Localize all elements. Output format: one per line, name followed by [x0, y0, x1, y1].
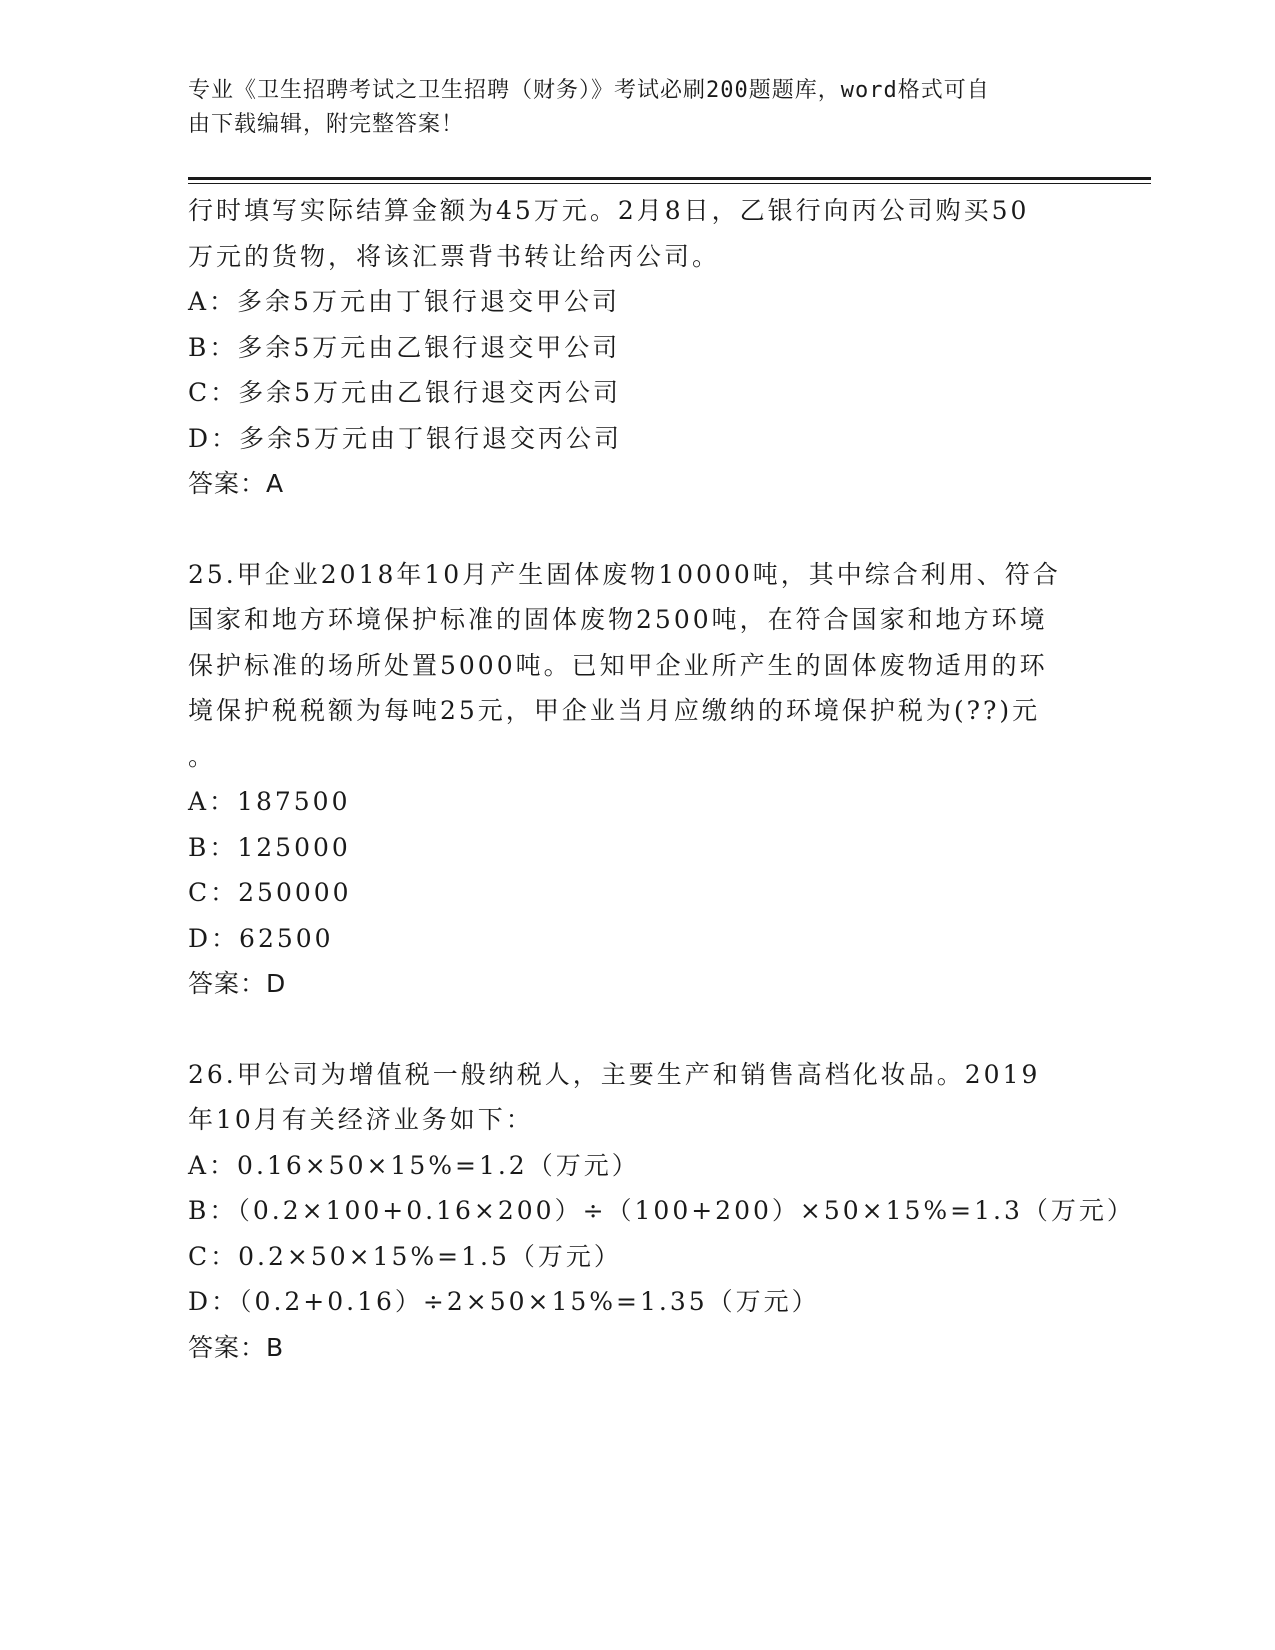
question-26-option-c: C：0.2×50×15%=1.5（万元） [188, 1241, 622, 1271]
question-25-option-b: B：125000 [188, 832, 351, 862]
question-25-option-c: C：250000 [188, 878, 352, 907]
spacer [188, 1007, 1068, 1052]
spacer [188, 507, 1068, 552]
question-content [188, 188, 1135, 1370]
question-26-option-a: A：0.16×50×15%=1.2（万元） [188, 1150, 640, 1180]
question-26-option-b: B：（0.2×100+0.16×200）÷（100+200）×50×15%=1.3（万元） [188, 1196, 1135, 1225]
question-25-option-a: A：187500 [188, 787, 351, 816]
question-25-option-d: D：62500 [188, 923, 334, 953]
question-26-answer: 答案：B [188, 1332, 285, 1362]
question-25-stem-line-1: 25.甲企业2018年10月产生固体废物10000吨，其中综合利用、符合 [188, 559, 1061, 589]
question-24-stem-line-1: 行时填写实际结算金额为45万元。2月8日，乙银行向丙公司购买50 [188, 196, 1030, 225]
question-24-option-b: B：多余5万元由乙银行退交甲公司 [188, 332, 621, 362]
question-24-stem-line-2: 万元的货物，将该汇票背书转让给丙公司。 [188, 241, 721, 271]
question-26 [188, 1052, 1135, 1371]
question-25 [188, 552, 1068, 1007]
header-line-2: 由下载编辑，附完整答案！ [188, 112, 465, 137]
question-24-answer: 答案：A [188, 469, 285, 498]
question-25-stem-line-5: 。 [188, 741, 217, 771]
question-26-stem-line-2: 年10月有关经济业务如下： [188, 1105, 534, 1134]
question-26-stem-line-1: 26.甲公司为增值税一般纳税人，主要生产和销售高档化妆品。2019 [188, 1059, 1041, 1089]
question-25-stem-line-4: 境保护税税额为每吨25元，甲企业当月应缴纳的环境保护税为(??)元 [188, 696, 1041, 725]
header-divider-thick [188, 177, 1151, 180]
question-26-option-d: D：（0.2+0.16）÷2×50×15%=1.35（万元） [188, 1287, 820, 1316]
question-24-option-c: C：多余5万元由乙银行退交丙公司 [188, 378, 622, 407]
question-24-option-d: D：多余5万元由丁银行退交丙公司 [188, 423, 622, 453]
question-24 [188, 188, 1068, 507]
question-25-answer: 答案：D [188, 969, 287, 998]
question-25-stem-line-2: 国家和地方环境保护标准的固体废物2500吨，在符合国家和地方环境 [188, 605, 1048, 634]
header-divider-thin [188, 183, 1151, 184]
document-header [188, 74, 1068, 142]
question-25-stem-line-3: 保护标准的场所处置5000吨。已知甲企业所产生的固体废物适用的环 [188, 650, 1048, 680]
question-24-option-a: A：多余5万元由丁银行退交甲公司 [188, 287, 620, 316]
header-line-1: 专业《卫生招聘考试之卫生招聘（财务）》考试必刷200题题库，word格式可自 [188, 78, 990, 103]
